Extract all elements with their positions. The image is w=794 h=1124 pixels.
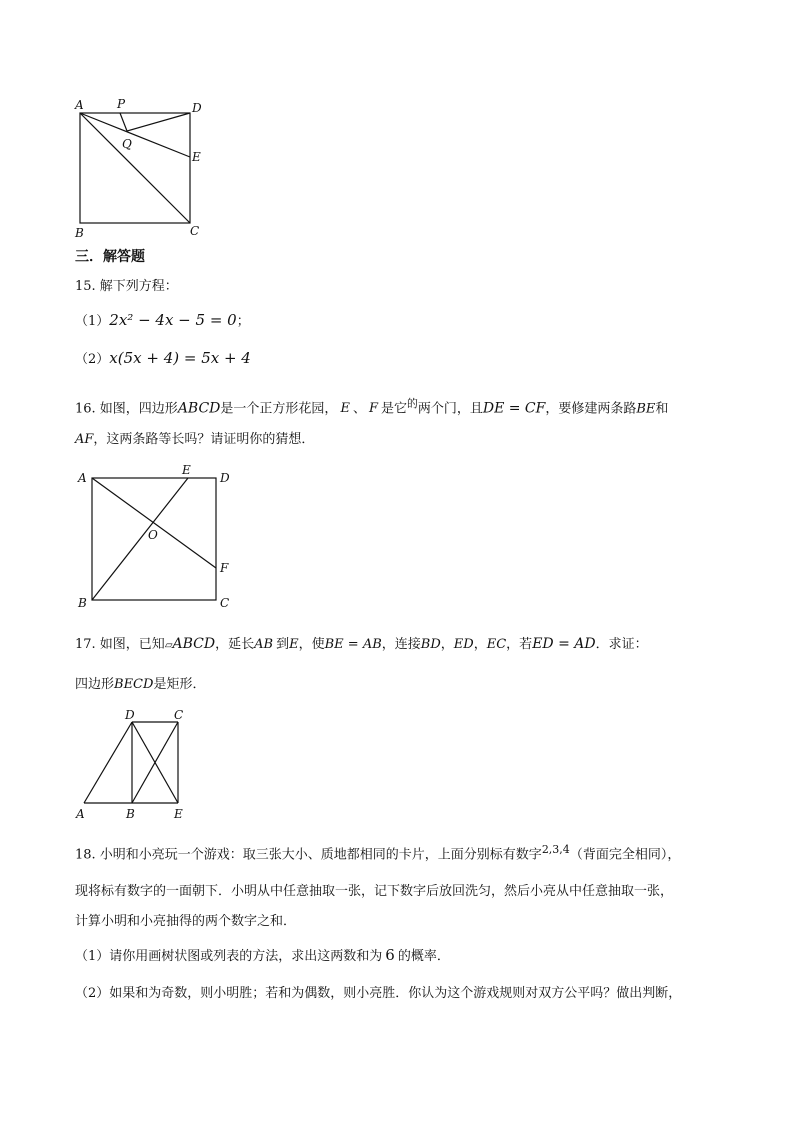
label-f: F bbox=[220, 561, 229, 575]
road-af bbox=[92, 478, 216, 568]
q16-be: BE bbox=[636, 401, 656, 417]
label-e: E bbox=[182, 463, 191, 477]
segment-qd bbox=[127, 113, 190, 131]
q16-e: E bbox=[340, 401, 350, 417]
parallelogram-icon: ▱ bbox=[164, 640, 173, 651]
q18-numbers: 2,3,4 bbox=[541, 843, 570, 856]
q18-text: （背面完全相同）， bbox=[569, 847, 681, 863]
q16-equation: DE = CF bbox=[482, 400, 546, 417]
label-b: B bbox=[126, 807, 135, 821]
label-q: Q bbox=[122, 137, 132, 151]
label-c: C bbox=[174, 708, 184, 722]
q17-equation-be-ab: BE = AB bbox=[324, 637, 382, 652]
label-p: P bbox=[117, 97, 126, 111]
q16-af: AF bbox=[75, 432, 94, 447]
label-o: O bbox=[148, 528, 158, 542]
label-c: C bbox=[190, 224, 200, 238]
q15-part1 bbox=[75, 310, 250, 329]
label-d: D bbox=[192, 101, 202, 115]
q16-de: 的 bbox=[407, 397, 418, 410]
q17-equation-ed-ad: ED = AD bbox=[532, 636, 596, 652]
q17-ed: ED bbox=[453, 637, 474, 652]
q15-part1-equation: 2x² − 4x − 5 = 0 bbox=[109, 311, 237, 329]
section-title: 三．解答题 bbox=[75, 249, 145, 265]
q16-text: 两个门，且 bbox=[417, 401, 483, 417]
label-d: D bbox=[125, 708, 135, 722]
q17-comma: ， bbox=[440, 637, 454, 652]
q17-comma: ， bbox=[473, 637, 487, 652]
label-b: B bbox=[78, 596, 87, 610]
q16-abcd: ABCD bbox=[177, 400, 221, 417]
q16-text: 和 bbox=[655, 401, 669, 417]
q17-ab: AB bbox=[254, 637, 274, 652]
segment-ad bbox=[84, 722, 132, 803]
q16-text: ，要修建两条路 bbox=[545, 401, 637, 417]
q17-text: 到 bbox=[276, 637, 290, 652]
q17-text: 四边形 bbox=[75, 677, 115, 692]
q16-sep: 、 bbox=[352, 401, 366, 417]
diagonal-ac bbox=[80, 113, 190, 223]
q17-text: 17. 如图，已知 bbox=[75, 637, 165, 652]
label-a: A bbox=[76, 807, 85, 821]
figure-square-garden bbox=[70, 462, 245, 612]
q17-e: E bbox=[289, 637, 299, 652]
q18-line1 bbox=[75, 843, 680, 862]
q18-six: 6 bbox=[385, 946, 395, 964]
label-e: E bbox=[174, 807, 183, 821]
q17-text: ，若 bbox=[506, 637, 533, 652]
q16-f: F bbox=[368, 401, 378, 417]
figure-square-apqe bbox=[70, 95, 210, 240]
q15-part2-equation: x(5x + 4) = 5x + 4 bbox=[109, 349, 251, 367]
q17-ec: EC bbox=[486, 637, 507, 652]
q15-part1-label: （1） bbox=[75, 314, 110, 329]
q18-part1 bbox=[75, 945, 450, 964]
q15-part2 bbox=[75, 348, 251, 367]
q18-part2: （2）如果和为奇数，则小明胜；若和为偶数，则小亮胜．你认为这个游戏规则对双方公平吗？做出判断， bbox=[75, 986, 682, 1001]
q15-part1-end: ； bbox=[236, 314, 250, 329]
q17-bd: BD bbox=[420, 637, 441, 652]
q17-text: ．求证： bbox=[595, 637, 648, 652]
road-be bbox=[92, 478, 188, 600]
q18-text: 18. 小明和小亮玩一个游戏：取三张大小、质地都相同的卡片，上面分别标有数字 bbox=[75, 847, 542, 863]
q15-stem: 15. 解下列方程： bbox=[75, 279, 178, 294]
label-d: D bbox=[220, 471, 230, 485]
q17-line1 bbox=[75, 633, 648, 652]
label-b: B bbox=[75, 226, 84, 240]
segment-ae bbox=[80, 113, 190, 157]
q16-text: 是它 bbox=[380, 401, 407, 417]
q16-line1 bbox=[75, 396, 668, 416]
label-a: A bbox=[78, 471, 87, 485]
segment-pq bbox=[120, 113, 127, 131]
q16-text: 是一个正方形花园， bbox=[220, 401, 338, 417]
q17-line2 bbox=[75, 673, 205, 692]
q16-text: ，这两条路等长吗？请证明你的猜想． bbox=[93, 432, 315, 447]
q17-abcd: ABCD bbox=[172, 636, 216, 652]
figure-parallelogram-rectangle bbox=[70, 703, 200, 823]
q18-line2: 现将标有数字的一面朝下．小明从中任意抽取一张，记下数字后放回洗匀，然后小亮从中任意抽取一张， bbox=[75, 884, 674, 899]
q18-text: （1）请你用画树状图或列表的方法，求出这两数和为 bbox=[75, 949, 383, 964]
q17-text: 是矩形． bbox=[153, 677, 206, 692]
q17-text: ，连接 bbox=[381, 637, 421, 652]
q17-text: ，延长 bbox=[215, 637, 255, 652]
q16-line2 bbox=[75, 428, 314, 447]
q18-line3: 计算小明和小亮抽得的两个数字之和． bbox=[75, 914, 297, 929]
q17-text: ，使 bbox=[298, 637, 325, 652]
q17-becd: BECD bbox=[114, 677, 154, 692]
q16-text: 16. 如图，四边形 bbox=[75, 401, 178, 417]
q18-text: 的概率． bbox=[397, 949, 450, 964]
q15-part2-label: （2） bbox=[75, 352, 110, 367]
label-a: A bbox=[75, 98, 84, 112]
label-c: C bbox=[220, 596, 230, 610]
label-e: E bbox=[192, 150, 201, 164]
